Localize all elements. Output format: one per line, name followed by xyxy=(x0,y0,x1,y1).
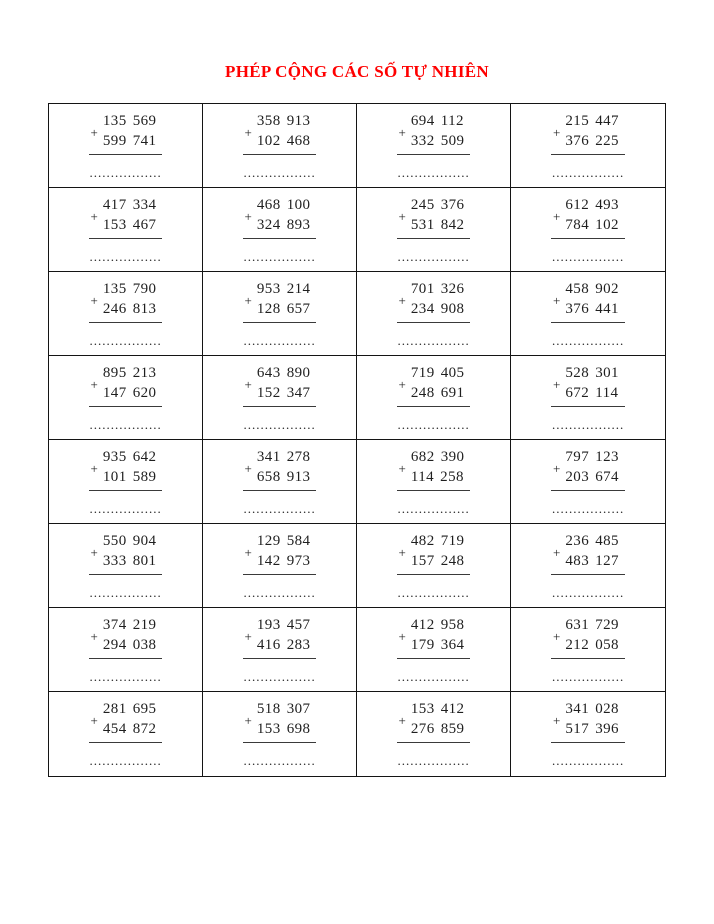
number-stack xyxy=(103,615,157,655)
problem-cell xyxy=(203,440,357,524)
problem-cell xyxy=(203,188,357,272)
addends-block xyxy=(397,531,471,575)
addend-top: 694 112 xyxy=(410,113,464,129)
problem-cell xyxy=(357,608,511,692)
addend-bottom: 152 347 xyxy=(256,385,311,401)
addend-top: 458 902 xyxy=(565,281,619,297)
addend-top: 482 719 xyxy=(410,533,465,549)
addition-problem xyxy=(243,615,317,682)
addition-problem xyxy=(397,279,471,346)
addition-problem xyxy=(89,447,163,514)
plus-sign: + xyxy=(398,376,406,392)
addend-bottom: 517 396 xyxy=(565,721,619,737)
addend-bottom: 333 801 xyxy=(102,553,157,569)
problem-cell xyxy=(49,104,203,188)
addend-bottom: 658 913 xyxy=(256,469,311,485)
answer-blank: ................. xyxy=(243,168,316,178)
addends-block xyxy=(89,279,163,323)
problem-cell xyxy=(511,608,665,692)
answer-blank: ................. xyxy=(243,252,316,262)
number-stack xyxy=(103,447,157,487)
addend-top: 797 123 xyxy=(565,449,619,465)
answer-blank: ................. xyxy=(397,504,470,514)
addition-problem xyxy=(243,531,317,598)
answer-blank: ................. xyxy=(552,168,625,178)
number-stack xyxy=(565,699,619,739)
addition-problem xyxy=(397,447,471,514)
plus-sign: + xyxy=(398,712,406,728)
answer-blank: ................. xyxy=(397,588,470,598)
addends-block xyxy=(89,363,163,407)
problem-cell xyxy=(203,272,357,356)
problem-cell xyxy=(511,104,665,188)
addend-bottom: 376 441 xyxy=(565,301,619,317)
answer-blank: ................. xyxy=(89,756,162,766)
addend-bottom: 248 691 xyxy=(410,385,465,401)
addition-problem xyxy=(89,363,163,430)
addend-top: 153 412 xyxy=(410,701,465,717)
plus-sign: + xyxy=(90,124,98,140)
answer-blank: ................. xyxy=(243,336,316,346)
addends-block xyxy=(89,195,163,239)
addend-top: 374 219 xyxy=(102,617,157,633)
problems-table xyxy=(48,103,666,777)
addends-block xyxy=(397,615,471,659)
addend-top: 245 376 xyxy=(410,197,465,213)
answer-blank: ................. xyxy=(397,168,470,178)
plus-sign: + xyxy=(244,124,252,140)
addition-problem xyxy=(551,615,625,682)
number-stack xyxy=(257,279,311,319)
addends-block xyxy=(551,195,625,239)
number-stack xyxy=(103,363,157,403)
number-stack xyxy=(257,363,311,403)
number-stack xyxy=(411,615,465,655)
addend-bottom: 276 859 xyxy=(410,721,465,737)
problem-cell xyxy=(49,608,203,692)
number-stack xyxy=(411,111,465,151)
plus-sign: + xyxy=(398,292,406,308)
addend-bottom: 114 258 xyxy=(410,469,464,485)
addition-problem xyxy=(243,447,317,514)
plus-sign: + xyxy=(244,712,252,728)
answer-blank: ................. xyxy=(243,756,316,766)
number-stack xyxy=(411,363,465,403)
addends-block xyxy=(89,531,163,575)
number-stack xyxy=(257,531,311,571)
plus-sign: + xyxy=(553,544,561,560)
problem-cell xyxy=(203,356,357,440)
addend-top: 135 569 xyxy=(102,113,157,129)
addend-bottom: 153 698 xyxy=(256,721,311,737)
answer-blank: ................. xyxy=(552,336,625,346)
number-stack xyxy=(103,195,157,235)
problem-cell xyxy=(511,272,665,356)
number-stack xyxy=(411,195,465,235)
plus-sign: + xyxy=(244,628,252,644)
addend-top: 550 904 xyxy=(102,533,157,549)
plus-sign: + xyxy=(90,292,98,308)
addend-bottom: 454 872 xyxy=(102,721,157,737)
plus-sign: + xyxy=(90,460,98,476)
number-stack xyxy=(103,531,157,571)
addend-bottom: 147 620 xyxy=(102,385,157,401)
addends-block xyxy=(397,363,471,407)
answer-blank: ................. xyxy=(397,336,470,346)
plus-sign: + xyxy=(553,292,561,308)
problem-cell xyxy=(49,188,203,272)
problem-cell xyxy=(203,692,357,776)
addend-top: 935 642 xyxy=(102,449,157,465)
addition-problem xyxy=(551,531,625,598)
answer-blank: ................. xyxy=(552,252,625,262)
plus-sign: + xyxy=(244,544,252,560)
plus-sign: + xyxy=(244,460,252,476)
addends-block xyxy=(397,699,471,743)
addend-bottom: 246 813 xyxy=(102,301,157,317)
addends-block xyxy=(89,447,163,491)
page-title: PHÉP CỘNG CÁC SỐ TỰ NHIÊN xyxy=(225,62,489,81)
plus-sign: + xyxy=(398,124,406,140)
addend-top: 528 301 xyxy=(565,365,619,381)
problem-cell xyxy=(49,524,203,608)
problem-cell xyxy=(357,440,511,524)
problem-cell xyxy=(511,692,665,776)
number-stack xyxy=(565,363,619,403)
number-stack xyxy=(565,531,619,571)
addend-top: 341 278 xyxy=(256,449,311,465)
number-stack xyxy=(411,531,465,571)
addend-top: 135 790 xyxy=(102,281,157,297)
answer-blank: ................. xyxy=(89,168,162,178)
plus-sign: + xyxy=(398,460,406,476)
addends-block xyxy=(89,699,163,743)
plus-sign: + xyxy=(553,376,561,392)
number-stack xyxy=(257,447,311,487)
plus-sign: + xyxy=(90,208,98,224)
answer-blank: ................. xyxy=(89,336,162,346)
addition-problem xyxy=(551,111,625,178)
answer-blank: ................. xyxy=(397,420,470,430)
addend-bottom: 157 248 xyxy=(410,553,465,569)
plus-sign: + xyxy=(90,712,98,728)
plus-sign: + xyxy=(244,376,252,392)
addition-problem xyxy=(89,279,163,346)
addend-bottom: 128 657 xyxy=(256,301,311,317)
number-stack xyxy=(103,111,157,151)
answer-blank: ................. xyxy=(89,504,162,514)
addition-problem xyxy=(243,111,317,178)
addends-block xyxy=(397,111,471,155)
addition-problem xyxy=(243,363,317,430)
answer-blank: ................. xyxy=(552,672,625,682)
addends-block xyxy=(551,615,625,659)
addend-bottom: 203 674 xyxy=(565,469,619,485)
addition-problem xyxy=(551,279,625,346)
addends-block xyxy=(243,279,317,323)
addend-bottom: 672 114 xyxy=(565,385,619,401)
plus-sign: + xyxy=(90,628,98,644)
addend-bottom: 142 973 xyxy=(256,553,311,569)
addend-top: 417 334 xyxy=(102,197,157,213)
addition-problem xyxy=(397,615,471,682)
addends-block xyxy=(243,447,317,491)
addend-top: 236 485 xyxy=(565,533,619,549)
plus-sign: + xyxy=(90,544,98,560)
addition-problem xyxy=(89,615,163,682)
addition-problem xyxy=(89,531,163,598)
addition-problem xyxy=(243,279,317,346)
addends-block xyxy=(551,111,625,155)
problem-cell xyxy=(49,356,203,440)
addition-problem xyxy=(397,195,471,262)
addend-bottom: 416 283 xyxy=(256,637,311,653)
addend-top: 129 584 xyxy=(256,533,311,549)
addition-problem xyxy=(243,195,317,262)
addition-problem xyxy=(397,111,471,178)
addend-bottom: 101 589 xyxy=(102,469,157,485)
addend-bottom: 294 038 xyxy=(102,637,157,653)
addend-top: 682 390 xyxy=(410,449,465,465)
number-stack xyxy=(103,279,157,319)
plus-sign: + xyxy=(398,208,406,224)
addend-top: 631 729 xyxy=(565,617,619,633)
addend-top: 612 493 xyxy=(565,197,619,213)
number-stack xyxy=(565,447,619,487)
addends-block xyxy=(551,447,625,491)
problem-cell xyxy=(49,272,203,356)
plus-sign: + xyxy=(244,292,252,308)
problem-cell xyxy=(203,608,357,692)
number-stack xyxy=(411,699,465,739)
number-stack xyxy=(257,111,311,151)
addend-top: 281 695 xyxy=(102,701,157,717)
answer-blank: ................. xyxy=(243,420,316,430)
addends-block xyxy=(243,531,317,575)
addition-problem xyxy=(551,363,625,430)
number-stack xyxy=(257,699,311,739)
addend-bottom: 179 364 xyxy=(410,637,465,653)
plus-sign: + xyxy=(90,376,98,392)
addend-top: 719 405 xyxy=(410,365,465,381)
problem-cell xyxy=(357,356,511,440)
problem-cell xyxy=(511,524,665,608)
addends-block xyxy=(243,363,317,407)
addends-block xyxy=(397,279,471,323)
addend-top: 193 457 xyxy=(256,617,311,633)
addend-bottom: 599 741 xyxy=(102,133,157,149)
addend-bottom: 234 908 xyxy=(410,301,465,317)
number-stack xyxy=(411,447,465,487)
addend-top: 341 028 xyxy=(565,701,619,717)
addend-top: 895 213 xyxy=(102,365,157,381)
addend-bottom: 332 509 xyxy=(410,133,465,149)
answer-blank: ................. xyxy=(552,756,625,766)
answer-blank: ................. xyxy=(89,252,162,262)
addition-problem xyxy=(551,195,625,262)
problem-cell xyxy=(49,440,203,524)
number-stack xyxy=(257,195,311,235)
addends-block xyxy=(551,279,625,323)
number-stack xyxy=(565,279,619,319)
problem-cell xyxy=(203,524,357,608)
problem-cell xyxy=(357,692,511,776)
number-stack xyxy=(103,699,157,739)
addend-top: 518 307 xyxy=(256,701,311,717)
addends-block xyxy=(243,699,317,743)
answer-blank: ................. xyxy=(397,252,470,262)
addend-top: 412 958 xyxy=(410,617,465,633)
plus-sign: + xyxy=(398,628,406,644)
number-stack xyxy=(565,111,619,151)
addends-block xyxy=(397,447,471,491)
addend-bottom: 531 842 xyxy=(410,217,465,233)
addend-bottom: 212 058 xyxy=(565,637,619,653)
addition-problem xyxy=(551,447,625,514)
number-stack xyxy=(257,615,311,655)
addends-block xyxy=(397,195,471,239)
plus-sign: + xyxy=(553,124,561,140)
problem-cell xyxy=(511,188,665,272)
addition-problem xyxy=(397,363,471,430)
addend-top: 643 890 xyxy=(256,365,311,381)
addition-problem xyxy=(89,699,163,766)
answer-blank: ................. xyxy=(243,504,316,514)
number-stack xyxy=(565,195,619,235)
answer-blank: ................. xyxy=(243,672,316,682)
addends-block xyxy=(551,699,625,743)
addition-problem xyxy=(243,699,317,766)
plus-sign: + xyxy=(398,544,406,560)
addend-bottom: 153 467 xyxy=(102,217,157,233)
plus-sign: + xyxy=(553,628,561,644)
answer-blank: ................. xyxy=(89,420,162,430)
addition-problem xyxy=(551,699,625,766)
addend-top: 701 326 xyxy=(410,281,465,297)
answer-blank: ................. xyxy=(552,588,625,598)
answer-blank: ................. xyxy=(397,756,470,766)
addition-problem xyxy=(397,699,471,766)
addend-top: 358 913 xyxy=(256,113,311,129)
addition-problem xyxy=(397,531,471,598)
problem-cell xyxy=(511,356,665,440)
answer-blank: ................. xyxy=(552,420,625,430)
problem-cell xyxy=(357,524,511,608)
answer-blank: ................. xyxy=(552,504,625,514)
addends-block xyxy=(551,531,625,575)
number-stack xyxy=(565,615,619,655)
problem-cell xyxy=(357,188,511,272)
problem-cell xyxy=(203,104,357,188)
problem-cell xyxy=(357,104,511,188)
plus-sign: + xyxy=(553,208,561,224)
plus-sign: + xyxy=(244,208,252,224)
addends-block xyxy=(243,111,317,155)
addition-problem xyxy=(89,111,163,178)
addends-block xyxy=(89,111,163,155)
plus-sign: + xyxy=(553,460,561,476)
addend-bottom: 784 102 xyxy=(565,217,619,233)
addition-problem xyxy=(89,195,163,262)
addends-block xyxy=(551,363,625,407)
addends-block xyxy=(243,615,317,659)
answer-blank: ................. xyxy=(89,588,162,598)
answer-blank: ................. xyxy=(397,672,470,682)
plus-sign: + xyxy=(553,712,561,728)
problem-cell xyxy=(49,692,203,776)
addend-bottom: 324 893 xyxy=(256,217,311,233)
problem-cell xyxy=(511,440,665,524)
addend-bottom: 376 225 xyxy=(565,133,619,149)
addend-top: 468 100 xyxy=(256,197,311,213)
problem-cell xyxy=(357,272,511,356)
addend-top: 953 214 xyxy=(256,281,311,297)
addend-top: 215 447 xyxy=(565,113,619,129)
answer-blank: ................. xyxy=(243,588,316,598)
addends-block xyxy=(243,195,317,239)
number-stack xyxy=(411,279,465,319)
addends-block xyxy=(89,615,163,659)
addend-bottom: 483 127 xyxy=(565,553,619,569)
addend-bottom: 102 468 xyxy=(256,133,311,149)
answer-blank: ................. xyxy=(89,672,162,682)
